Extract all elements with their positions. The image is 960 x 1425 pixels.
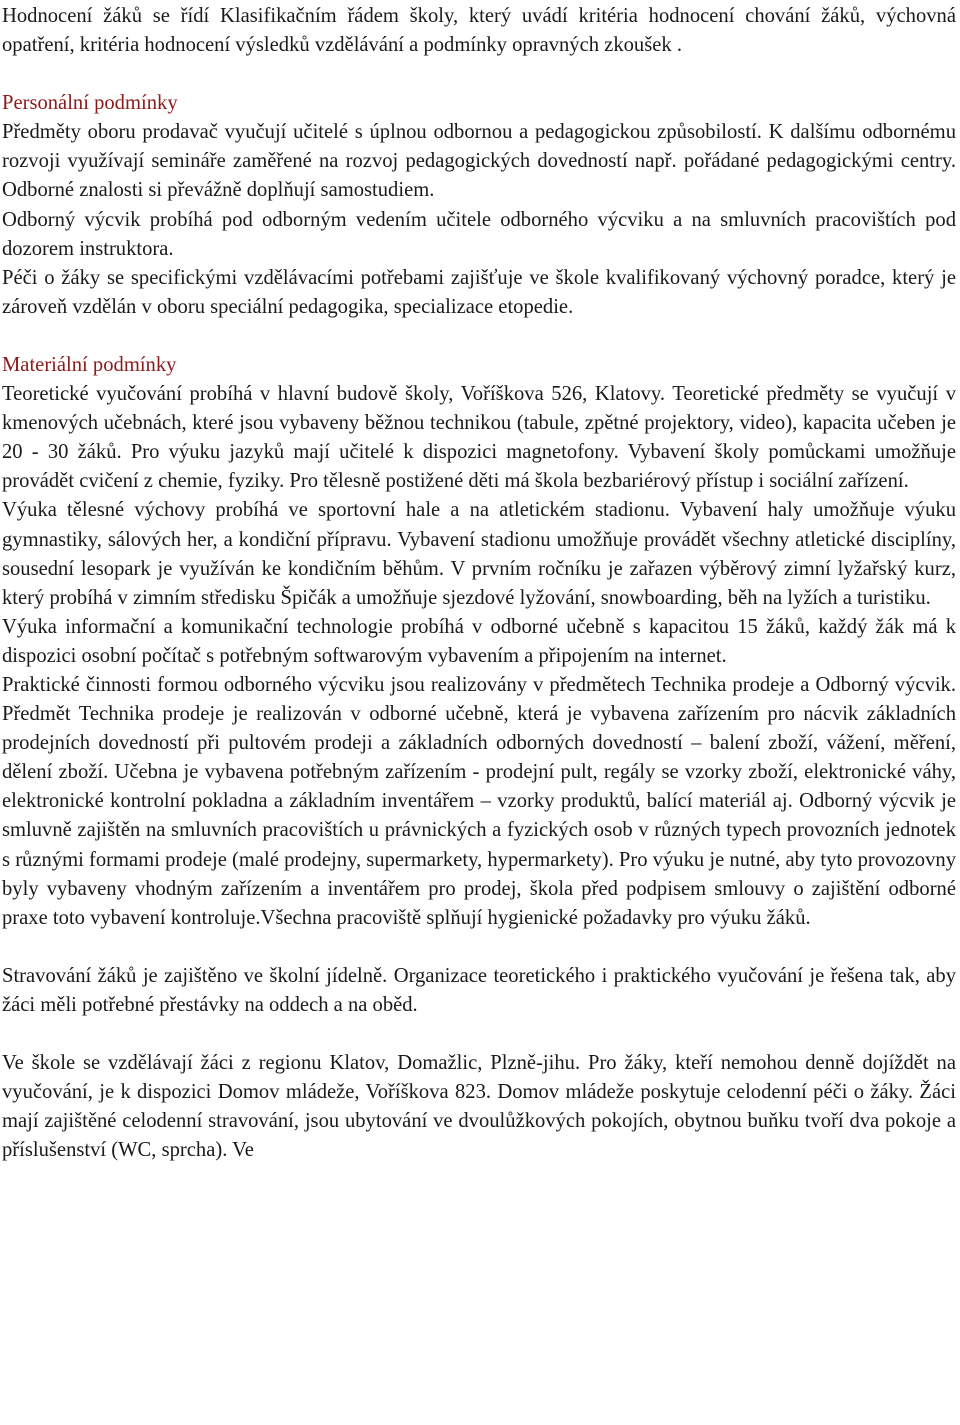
personnel-paragraph-1: Předměty oboru prodavač vyučují učitelé s úplnou odbornou a pedagogickou způsobilostí. K dalšímu odbornému rozvoji využívají semináře zaměřené na rozvoj pedagogických dovedností např. pořádané pedagogickými centry. Odborné znalosti si převážně doplňují samostudiem. — [2, 121, 956, 202]
spacer — [2, 1020, 956, 1049]
material-paragraph-1: Teoretické vyučování probíhá v hlavní budově školy, Voříškova 526, Klatovy. Teoretické předměty se vyučují v kmenových učebnách, které jsou vybaveny běžnou technikou (tabule, zpětné projektory, video), kapacita učeben je 20 - 30 žáků. Pro výuku jazyků mají učitelé k dispozici magnetofony. Vybavení školy pomůckami umožňuje provádět cvičení z chemie, fyziky. Pro tělesně postižené děti má škola bezbariérový přístup i sociální zařízení. — [2, 383, 956, 493]
spacer — [2, 60, 956, 89]
intro-paragraph: Hodnocení žáků se řídí Klasifikačním řádem školy, který uvádí kritéria hodnocení chování žáků, výchovná opatření, kritéria hodnocení výsledků vzdělávání a podmínky opravných zkoušek . — [2, 5, 956, 57]
housing-paragraph: Ve škole se vzdělávají žáci z regionu Klatov, Domažlic, Plzně-jihu. Pro žáky, kteří nemohou denně dojíždět na vyučování, je k dispozici Domov mládeže, Voříškova 823. Domov mládeže poskytuje celodenní péči o žáky. Žáci mají zajištěné celodenní stravování, jsou ubytování ve dvoulůžkových pokojích, obytnou buňku tvoří dva pokoje a příslušenství (WC, sprcha). Ve — [2, 1052, 956, 1162]
spacer — [2, 322, 956, 351]
material-paragraph-2: Výuka tělesné výchovy probíhá ve sportovní hale a na atletickém stadionu. Vybavení haly umožňuje výuku gymnastiky, sálových her, a kondiční přípravu. Vybavení stadionu umožňuje provádět všechny atletické disciplíny, sousední lesopark je využíván ke kondičním běhům. V prvním ročníku je zařazen výběrový zimní lyžařský kurz, který probíhá v zimním středisku Špičák a umožňuje sjezdové lyžování, snowboarding, běh na lyžích a turistiku. — [2, 499, 956, 609]
material-heading: Materiální podmínky — [2, 353, 177, 376]
material-paragraph-3: Výuka informační a komunikační technologie probíhá v odborné učebně s kapacitou 15 žáků, každý žák má k dispozici osobní počítač s potřebným softwarovým vybavením a připojením na internet. — [2, 615, 956, 667]
personnel-heading: Personální podmínky — [2, 92, 178, 115]
personnel-paragraph-2: Odborný výcvik probíhá pod odborným vedením učitele odborného výcviku a na smluvních pracovištích pod dozorem instruktora. — [2, 208, 956, 260]
spacer — [2, 933, 956, 962]
personnel-paragraph-3: Péči o žáky se specifickými vzdělávacími potřebami zajišťuje ve škole kvalifikovaný výchovný poradce, který je zároveň vzdělán v oboru speciální pedagogika, specializace etopedie. — [2, 266, 956, 318]
meals-paragraph: Stravování žáků je zajištěno ve školní jídelně. Organizace teoretického i praktického vyučování je řešena tak, aby žáci měli potřebné přestávky na oddech a na oběd. — [2, 964, 956, 1016]
material-paragraph-4: Praktické činnosti formou odborného výcviku jsou realizovány v předmětech Technika prodeje a Odborný výcvik. Předmět Technika prodeje je realizován v odborné učebně, která je vybavena zařízením pro nácvik základních prodejních dovedností při pultovém prodeji a základních odborných dovedností – balení zboží, vážení, měření, dělení zboží. Učebna je vybavena potřebným zařízením - prodejní pult, regály se vzorky zboží, elektronické váhy, elektronické kontrolní pokladna a základním inventářem – vzorky produktů, balící materiál aj. Odborný výcvik je smluvně zajištěn na smluvních pracovištích u právnických a fyzických osob v různých typech provozních jednotek s různými formami prodeje (malé prodejny, supermarkety, hypermarkety). Pro výuku je nutné, aby tyto provozovny byly vybaveny vhodným zařízením a inventářem pro prodej, škola před podpisem smlouvy o zajištění odborné praxe toto vybavení kontroluje.Všechna pracoviště splňují hygienické požadavky pro výuku žáků. — [2, 673, 956, 929]
document-page — [2, 2, 956, 1165]
